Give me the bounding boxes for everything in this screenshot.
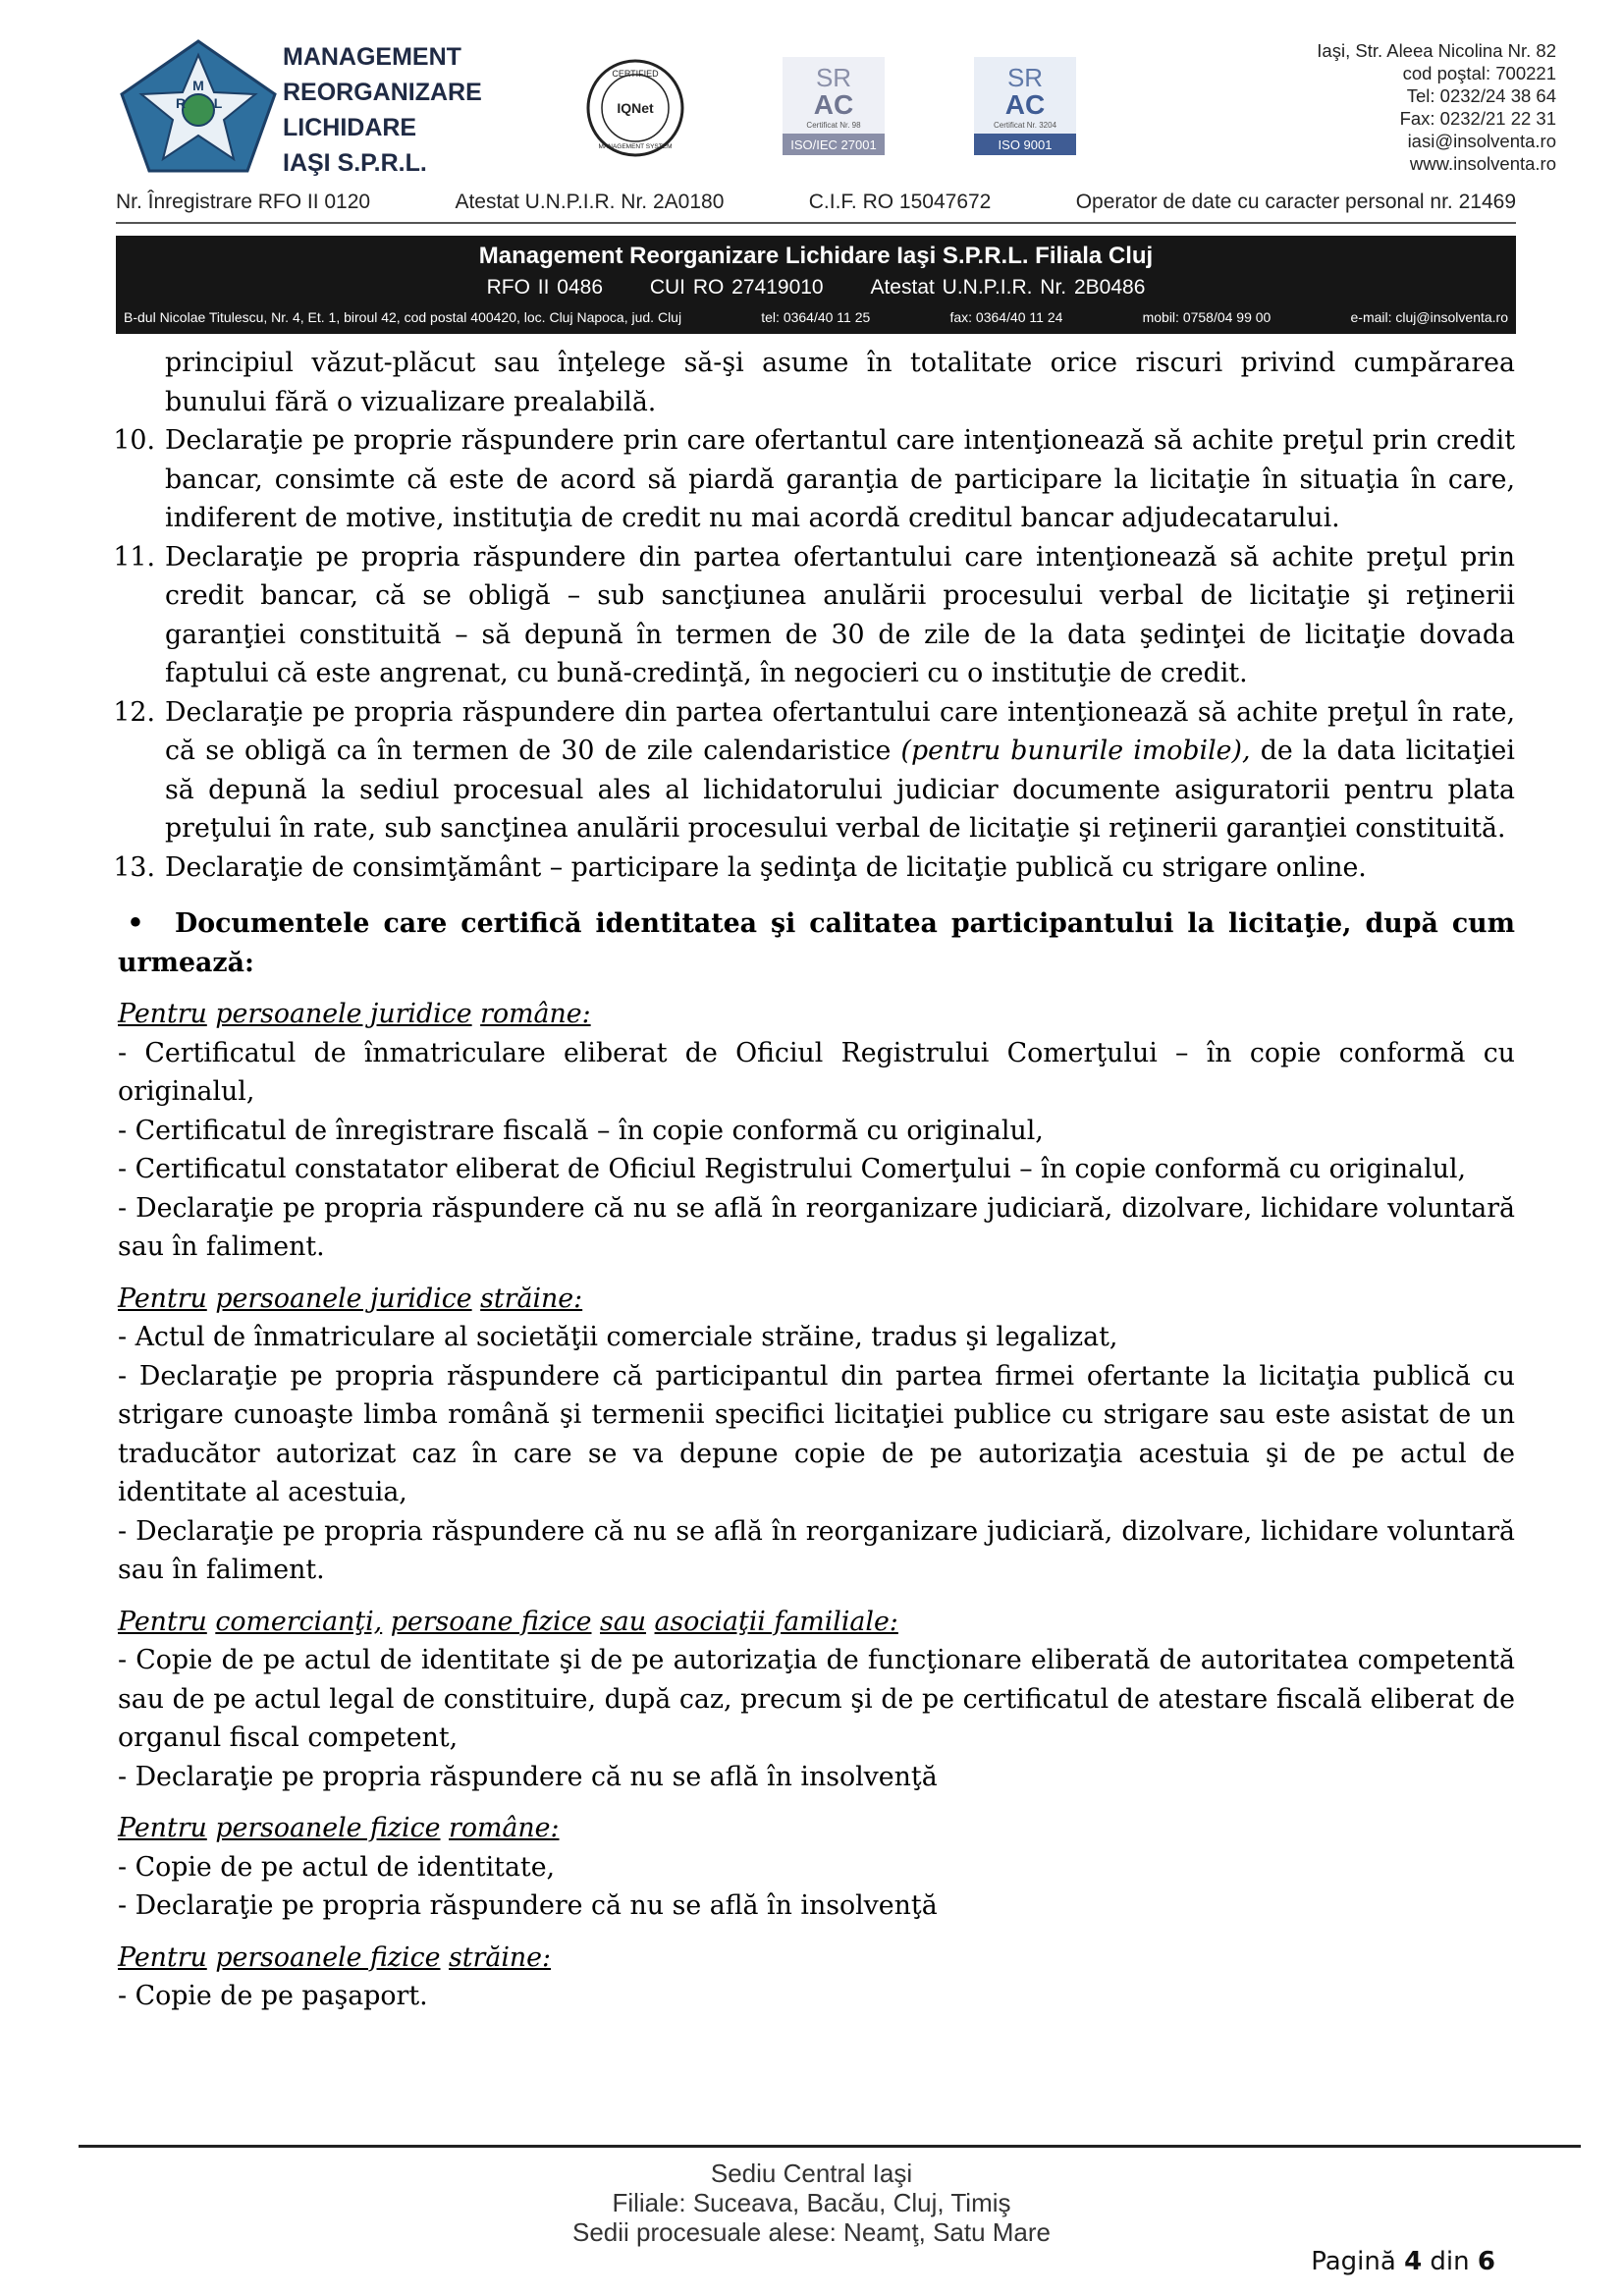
branch-cui: CUI RO 27419010 [649, 276, 824, 299]
section-line: - Copie de pe actul de identitate, [118, 1851, 556, 1883]
heading-part: persoanele fizice [215, 1813, 441, 1843]
heading-part: persoanele fizice [215, 1941, 441, 1973]
branch-address-row [124, 309, 1508, 325]
footer-line: Sedii procesuale alese: Neamţ, Satu Mare [571, 2217, 1052, 2247]
footer-divider [79, 2145, 1581, 2148]
branch-tel: tel: 0364/40 11 25 [761, 309, 871, 325]
branch-rfo: RFO II 0486 [486, 276, 603, 299]
branch-banner [116, 236, 1516, 334]
iqnet-ring-text: CERTIFIED [612, 69, 659, 79]
section-line: - Actul de înmatriculare al societăţii comerciale străine, tradus şi legalizat, [118, 1322, 1118, 1352]
page-number [1311, 2247, 1495, 2276]
footer-line: Filiale: Suceava, Bacău, Cluj, Timiş [612, 2188, 1011, 2217]
continuation-paragraph: principiul văzut-plăcut sau înţelege să-şi asume în totalitate orice riscuri privind cumpărarea bunului fără o vizualizare prealabilă. [165, 348, 1515, 417]
registration-data-operator: Operator de date cu caracter personal nr. 21469 [1075, 191, 1516, 213]
srac-top: SR [815, 63, 852, 92]
page-of: din [1430, 2247, 1470, 2276]
section-heading [118, 995, 1515, 1034]
list-item [113, 538, 1515, 693]
list-item-number: 13. [113, 851, 155, 883]
registration-cif: C.I.F. RO 15047672 [808, 191, 992, 213]
list-item-italic-note: (pentru bunurile imobile), [900, 736, 1251, 766]
list-item [113, 693, 1515, 848]
contact-website: www.insolventa.ro [1409, 153, 1556, 174]
bullet-heading-text: Documentele care certifică identitatea şi calitatea participantului la licitaţie, după cum urmează: [118, 908, 1515, 978]
heading-part: comercianţi, [215, 1606, 383, 1637]
srac-cert-number: Certificat Nr. 3204 [993, 121, 1057, 130]
heading-part: române: [480, 999, 591, 1029]
footer [0, 2159, 1623, 2247]
page-total: 6 [1477, 2247, 1495, 2276]
list-item-text: de la data licitaţiei să depună la sediul procesual ales al lichidatorului judiciar documente asiguratorii pentru plata preţului în rate, sub sancţinea anulării procesului verbal de licitaţie şi reţinerii garanţiei constituită. [165, 736, 1515, 844]
contact-fax: Fax: 0232/21 22 31 [1399, 108, 1556, 129]
heading-part: persoanele juridice [215, 999, 472, 1029]
branch-title: Management Reorganizare Lichidare Iaşi S.P.R.L. Filiala Cluj [478, 243, 1154, 269]
list-item-number: 10. [113, 425, 155, 456]
list-item [113, 848, 1515, 888]
heading-part: străine: [480, 1283, 583, 1314]
bullet-icon: • [118, 908, 144, 939]
srac-mid: AC [813, 89, 854, 120]
firm-name-line: IAŞI S.P.R.L. [283, 149, 427, 177]
section-heading [118, 1603, 1515, 1642]
document-body [113, 344, 1515, 2016]
iqnet-certification-seal [584, 57, 686, 159]
logo-letter-m: M [192, 78, 204, 93]
bullet-heading [118, 904, 1515, 982]
header-divider [116, 222, 1516, 224]
section-line: - Certificatul constatator eliberat de Oficiul Registrului Comerţului – în copie conformă cu originalul, [118, 1154, 1467, 1184]
contact-email: iasi@insolventa.ro [1407, 131, 1556, 151]
registration-unpir: Atestat U.N.P.I.R. Nr. 2A0180 [455, 191, 725, 213]
branch-fax: fax: 0364/40 11 24 [949, 309, 1063, 325]
branch-codes [116, 276, 1516, 300]
srac-standard: ISO 9001 [998, 137, 1053, 152]
section-line: - Copie de pe paşaport. [118, 1981, 428, 2011]
section-heading [118, 1939, 1515, 1978]
firm-name-line: LICHIDARE [283, 114, 417, 141]
section-line: - Certificatul de înmatriculare eliberat de Oficiul Registrului Comerţului – în copie conformă cu originalul, [118, 1037, 1515, 1107]
list-item [113, 421, 1515, 538]
list-item-number: 12. [113, 696, 155, 728]
logo-letter-l: L [213, 95, 223, 111]
section-line: - Declaraţie pe propria răspundere că nu se află în reorganizare judiciară, dizolvare, lichidare voluntară sau în faliment. [118, 1192, 1515, 1262]
heading-part: asociaţii familiale: [654, 1606, 898, 1637]
heading-part: persoane fizice [390, 1606, 592, 1637]
section-line: - Declaraţie pe propria răspundere că nu se află în insolvenţă [118, 1890, 938, 1921]
list-item-text: Declaraţie de consimţământ – participare la şedinţa de licitaţie publică cu strigare online. [165, 851, 1367, 883]
section-line: - Declaraţie pe propria răspundere că nu se află în reorganizare judiciară, dizolvare, lichidare voluntară sau în faliment. [118, 1515, 1515, 1585]
list-item-text: Declaraţie pe propria răspundere din partea ofertantului care intenţionează să achite preţul prin credit bancar, că se obligă – sub sancţiunea anulării procesului verbal de licitaţie şi reţinerii garanţiei constituită – să depună în termen de 30 de zile de la data şedinţei de licitaţie dovada faptului că este angrenat, cu bună-credinţă, în negocieri cu o instituţie de credit. [165, 541, 1515, 688]
firm-name-line: MANAGEMENT [283, 43, 461, 71]
heading-part: străine: [449, 1941, 552, 1973]
page-label: Pagină [1311, 2247, 1396, 2276]
branch-unpir: Atestat U.N.P.I.R. Nr. 2B0486 [870, 276, 1146, 299]
logo-letter-r: R [175, 95, 187, 111]
section-line: - Copie de pe actul de identitate şi de pe autorizaţia de funcţionare eliberată de autoritatea competentă sau de pe actul legal de constituire, după caz, precum şi de pe certificatul de atestare fiscală eliberat de organul fiscal competent, [118, 1645, 1515, 1753]
section-heading [118, 1280, 1515, 1319]
heading-part: Pentru [118, 1283, 207, 1314]
section-line: - Declaraţie pe propria răspundere că participantul din partea firmei ofertante la licitaţia publică cu strigare cunoaşte limba română şi termenii specifici licitaţiei publice cu strigare sau este asistat de un traducător autorizat caz în care se va depune copie de pe autorizaţia acestuia şi de pe actul de identitate al acestuia, [118, 1360, 1515, 1507]
section-line: - Certificatul de înregistrare fiscală – în copie conformă cu originalul, [118, 1115, 1044, 1146]
list-item-number: 11. [113, 541, 155, 573]
branch-email: e-mail: cluj@insolventa.ro [1350, 309, 1508, 325]
srac-cert-number: Certificat Nr. 98 [806, 121, 861, 130]
iqnet-bottom-text: MANAGEMENT SYSTEM [598, 143, 673, 150]
registration-rfo: Nr. Înregistrare RFO II 0120 [116, 191, 371, 213]
footer-line: Sediu Central Iaşi [710, 2159, 913, 2188]
srac-mid: AC [1004, 89, 1046, 120]
heading-part: Pentru [118, 1813, 207, 1843]
list-item-text: Declaraţie pe proprie răspundere prin care ofertantul care intenţionează să achite preţul prin credit bancar, consimte că este de acord să piardă garanţia de participare la licitaţie în situaţia în care, indiferent de motive, instituţia de credit nu mai acordă creditul bancar adjudecatarului. [165, 425, 1515, 533]
list-item-text: Declaraţie pe propria răspundere din partea ofertantului care intenţionează să achite preţul în rate, că se obligă ca în termen de 30 de zile calendaristice [165, 696, 1515, 766]
contact-address: Iaşi, Str. Aleea Nicolina Nr. 82 [1317, 40, 1556, 61]
srac-standard: ISO/IEC 27001 [790, 137, 877, 152]
branch-address: B-dul Nicolae Titulescu, Nr. 4, Et. 1, biroul 42, cod postal 400420, loc. Cluj Napoca, jud. Cluj [124, 309, 682, 325]
heading-part: Pentru [118, 1606, 207, 1637]
heading-part: române: [449, 1813, 560, 1843]
company-logo [116, 37, 281, 175]
heading-part: Pentru [118, 1941, 207, 1973]
firm-name [283, 39, 499, 181]
srac-top: SR [1006, 63, 1044, 92]
iqnet-center-text: IQNet [617, 100, 654, 116]
section-heading [118, 1809, 1515, 1848]
branch-mobile: mobil: 0758/04 99 00 [1142, 309, 1271, 325]
firm-name-line: REORGANIZARE [283, 79, 482, 106]
heading-part: persoanele juridice [215, 1283, 472, 1314]
heading-part: Pentru [118, 999, 207, 1029]
contact-phone: Tel: 0232/24 38 64 [1406, 85, 1556, 106]
contact-block [1222, 39, 1556, 175]
heading-part: sau [600, 1606, 647, 1637]
page-current: 4 [1404, 2247, 1423, 2276]
registration-row [116, 191, 1516, 214]
srac-iso27001-seal [781, 55, 887, 157]
contact-postal-code: cod poştal: 700221 [1402, 63, 1556, 83]
section-line: - Declaraţie pe propria răspundere că nu se află în insolvenţă [118, 1761, 938, 1792]
srac-iso9001-seal [972, 55, 1078, 157]
